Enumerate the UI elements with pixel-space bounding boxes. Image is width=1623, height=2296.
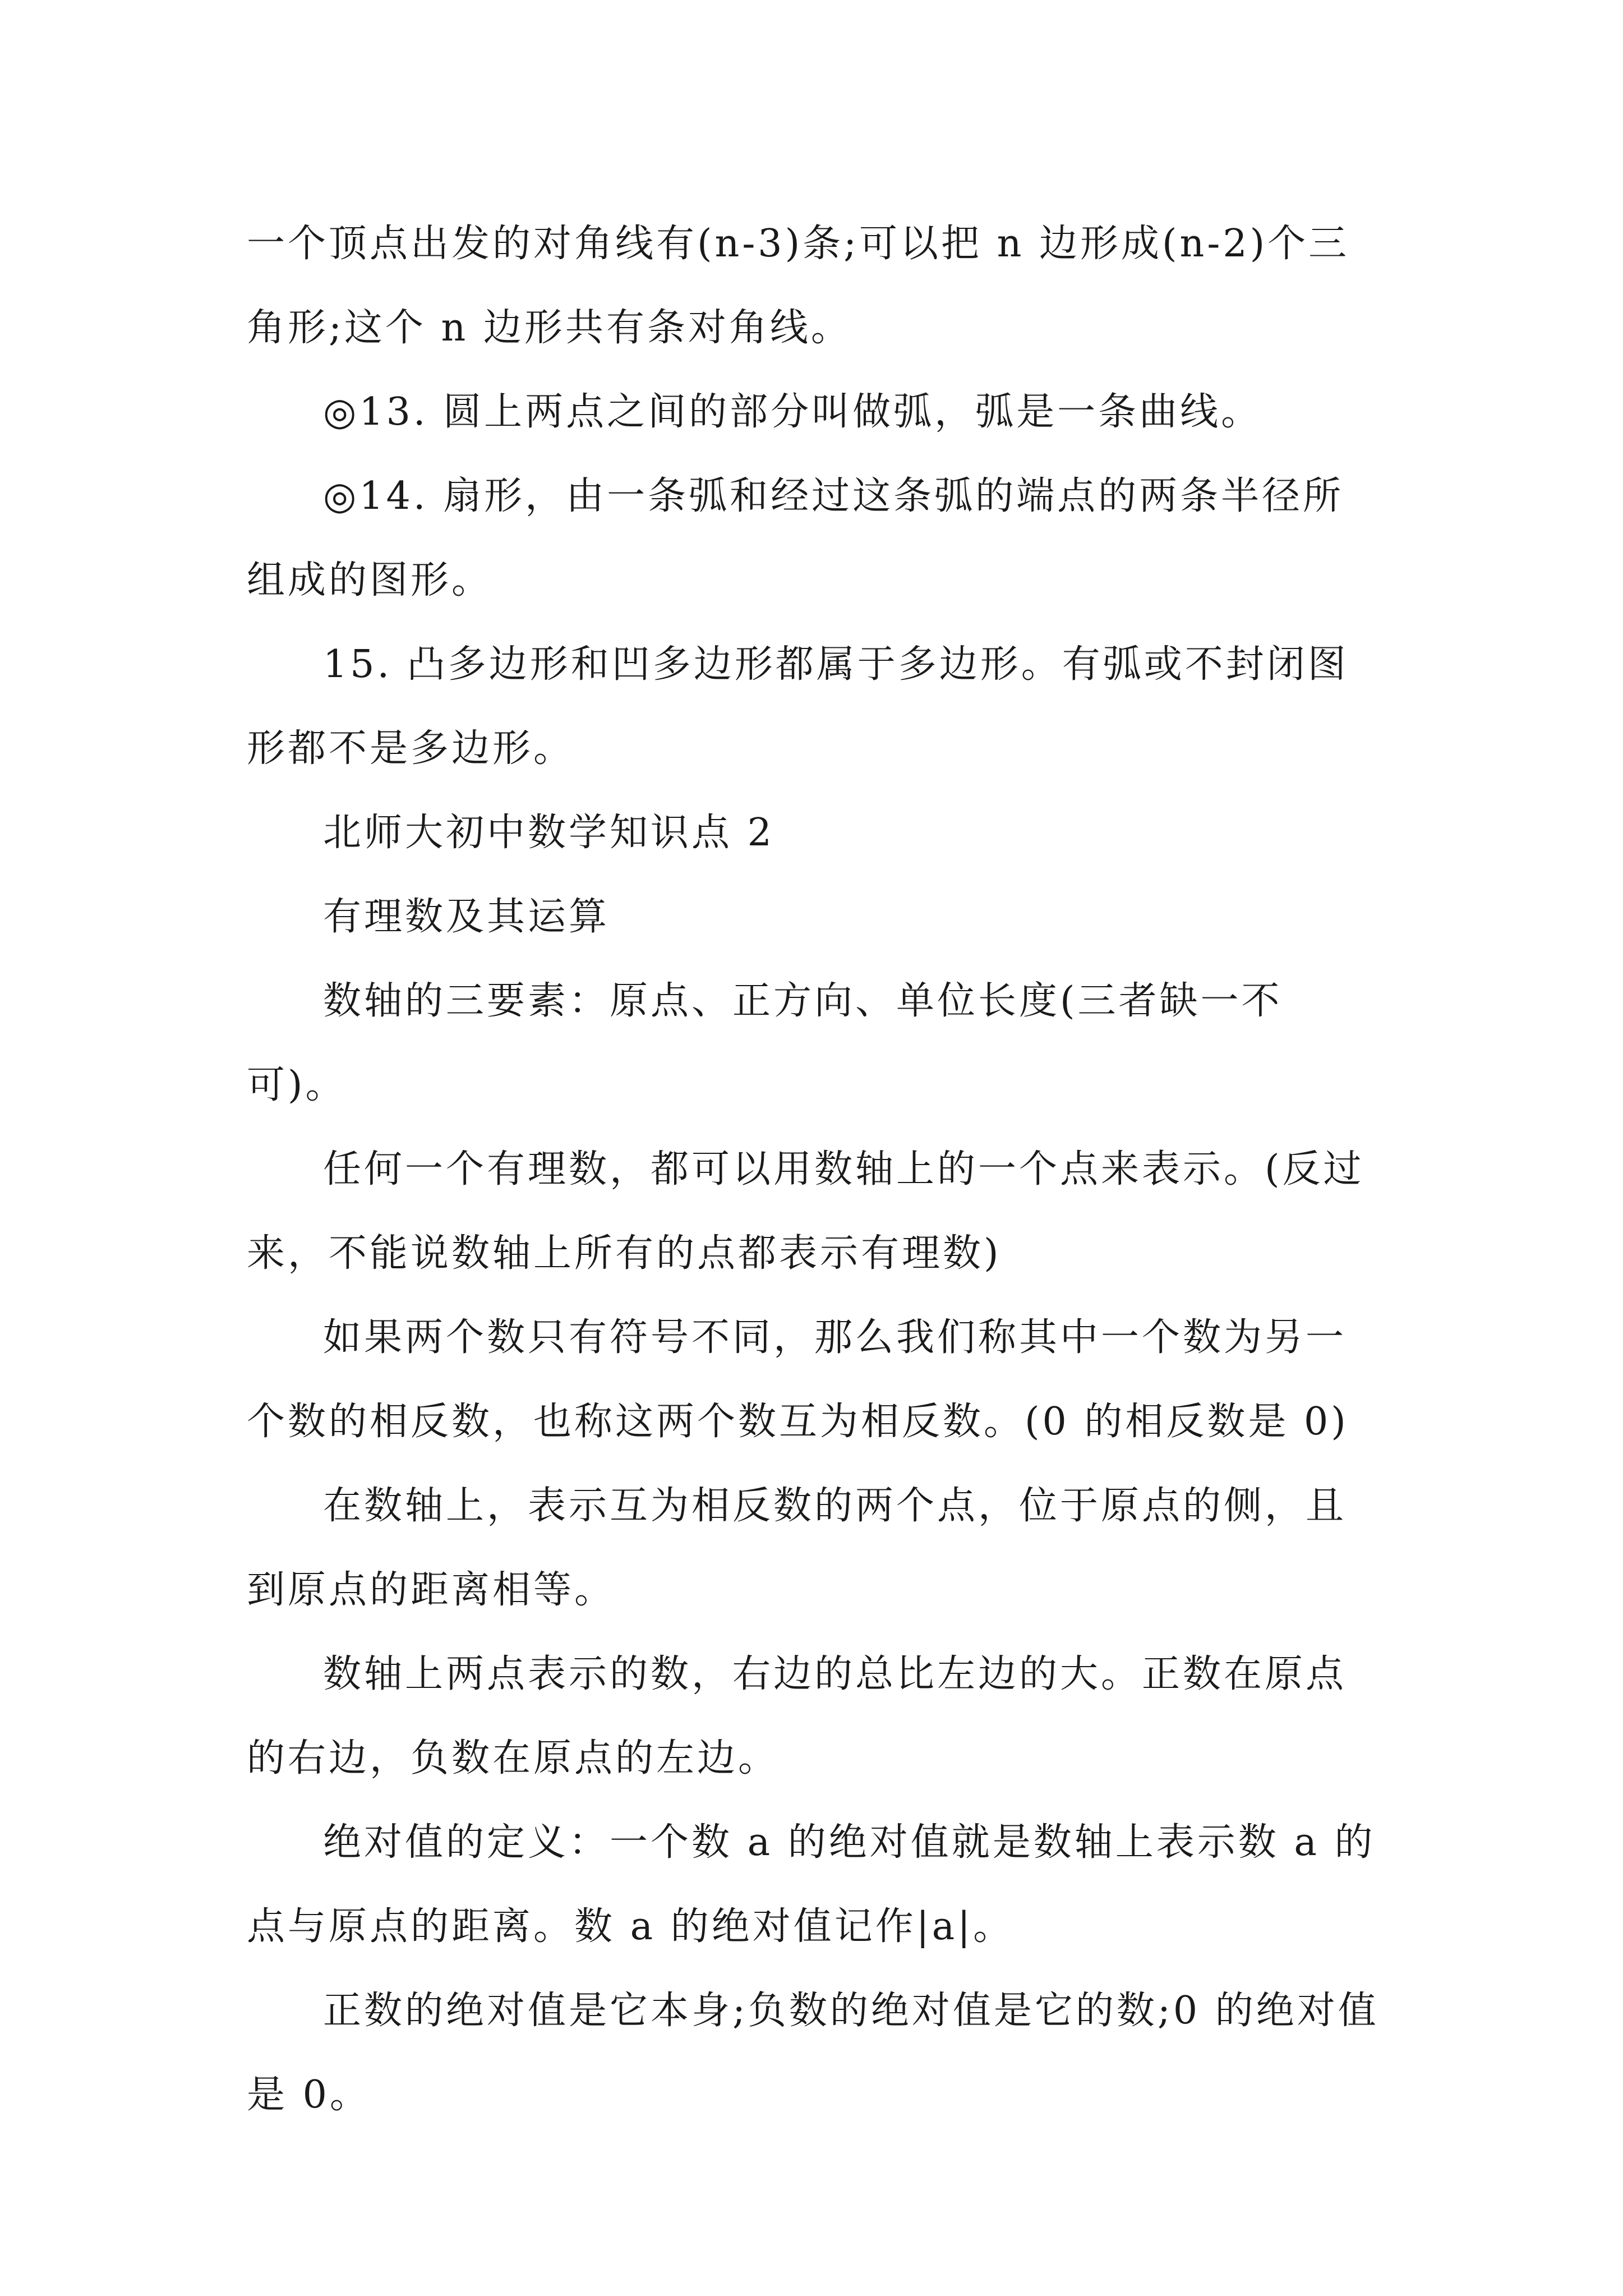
document-body bbox=[247, 202, 1380, 2137]
paragraph-number-line-elements: 数轴的三要素：原点、正方向、单位长度(三者缺一不可)。 bbox=[247, 979, 1283, 1107]
paragraph-number-line-order: 数轴上两点表示的数，右边的总比左边的大。正数在原点的右边，负数在原点的左边。 bbox=[247, 1652, 1347, 1780]
paragraph-opposite-points: 在数轴上，表示互为相反数的两个点，位于原点的侧，且到原点的距离相等。 bbox=[247, 1484, 1347, 1612]
paragraph-diagonals: 一个顶点出发的对角线有(n-3)条;可以把 n 边形成(n-2)个三角形;这个 n 边形共有条对角线。 bbox=[247, 222, 1350, 350]
paragraph-opposite-numbers: 如果两个数只有符号不同，那么我们称其中一个数为另一个数的相反数，也称这两个数互为相反数。(0 的相反数是 0) bbox=[247, 1315, 1349, 1444]
paragraph-polygons: 15. 凸多边形和凹多边形都属于多边形。有弧或不封闭图形都不是多边形。 bbox=[247, 642, 1349, 771]
paragraph-absolute-value-definition: 绝对值的定义：一个数 a 的绝对值就是数轴上表示数 a 的点与原点的距离。数 a 的绝对值记作|a|。 bbox=[247, 1820, 1376, 1949]
paragraph-arc: ◎13. 圆上两点之间的部分叫做弧，弧是一条曲线。 bbox=[323, 390, 1262, 434]
section-heading: 北师大初中数学知识点 2 bbox=[323, 811, 774, 855]
section-subheading: 有理数及其运算 bbox=[323, 895, 610, 939]
paragraph-rational-points: 任何一个有理数，都可以用数轴上的一个点来表示。(反过来，不能说数轴上所有的点都表示有理数) bbox=[247, 1147, 1364, 1276]
paragraph-sector: ◎14. 扇形，由一条弧和经过这条弧的端点的两条半径所组成的图形。 bbox=[247, 474, 1344, 602]
paragraph-absolute-value-rules: 正数的绝对值是它本身;负数的绝对值是它的数;0 的绝对值是 0。 bbox=[247, 1989, 1379, 2117]
